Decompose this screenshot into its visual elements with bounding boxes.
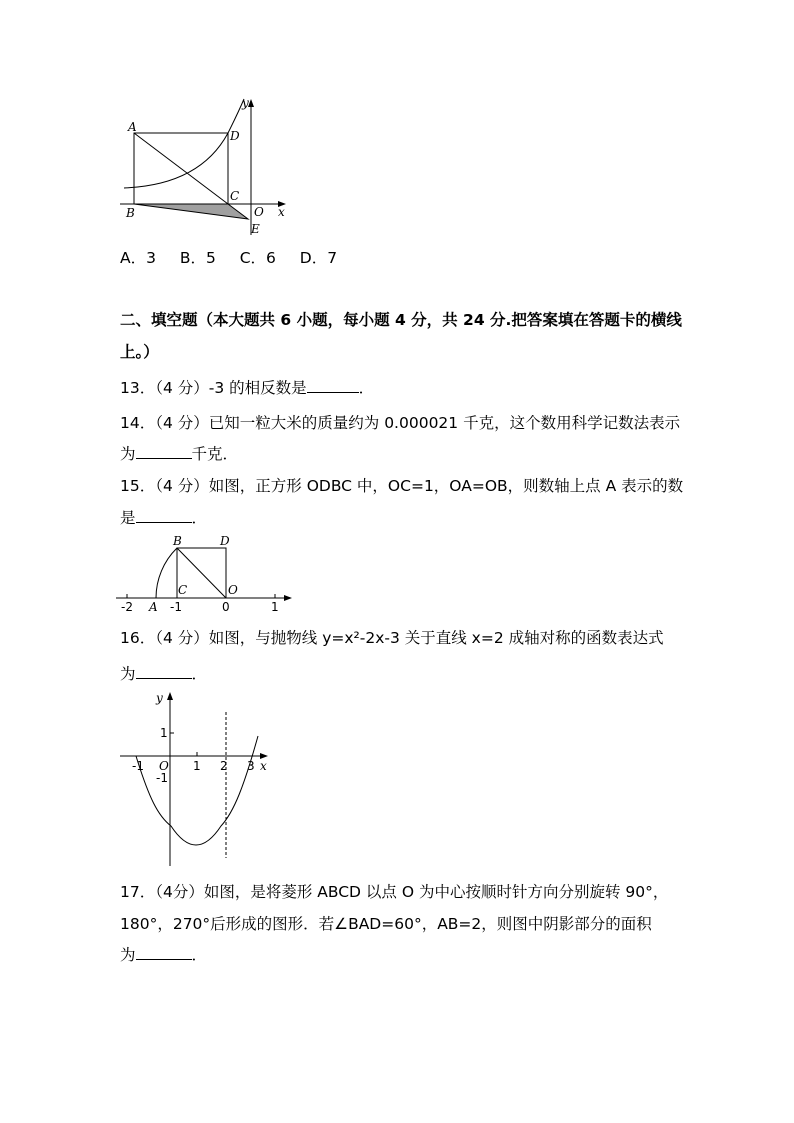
q15-prefix: 是 [120, 509, 136, 527]
y-axis-arrow [248, 99, 254, 107]
q13 [120, 377, 374, 399]
tick-label-1: 1 [271, 600, 279, 614]
tick-label-0: 0 [222, 600, 230, 614]
label-d: D [220, 534, 230, 548]
hyperbola-curve [124, 99, 244, 188]
q12-figure [110, 95, 300, 240]
q12-options [120, 247, 337, 269]
q13-text: 13．（4 分）-3 的相反数是 [120, 379, 307, 397]
label-y: y [242, 96, 249, 110]
q15-suffix: ． [191, 509, 208, 527]
q15-figure [112, 530, 298, 616]
tick-label-3: 3 [247, 759, 255, 773]
label-x: x [278, 205, 285, 219]
label-o: O [159, 759, 169, 773]
y-axis-arrow [167, 692, 173, 700]
tick-label-m1: -1 [170, 600, 182, 614]
q17-line2: 180°，270°后形成的图形．若∠BAD=60°，AB=2，则图中阴影部分的面积 [120, 915, 652, 933]
q15-line1: 15．（4 分）如图，正方形 ODBC 中，OC=1，OA=OB，则数轴上点 A 表示的数 [120, 477, 684, 495]
q16-line2 [120, 663, 207, 685]
q16-line1: 16．（4 分）如图，与抛物线 y=x²-2x-3 关于直线 x=2 成轴对称的函数表达式 [120, 629, 664, 647]
q14-answer-blank[interactable] [136, 444, 192, 459]
q14-suffix: 千克． [191, 445, 239, 463]
q16-figure [116, 686, 276, 870]
label-c: C [178, 583, 188, 597]
label-c: C [230, 189, 240, 203]
label-x: x [260, 759, 267, 773]
option-b: B．5 [179, 249, 216, 267]
option-a: A．3 [120, 249, 156, 267]
q14-prefix: 为 [120, 445, 136, 463]
tick-label-ym1: -1 [156, 771, 168, 785]
diagonal-ac [134, 133, 228, 204]
q16-suffix: ． [191, 665, 208, 683]
q17-line1: 17．（4分）如图，是将菱形 ABCD 以点 O 为中心按顺时针方向分别旋转 90°， [120, 883, 669, 901]
tick-label-2: 2 [220, 759, 228, 773]
q17-suffix: ． [191, 946, 208, 964]
q17-prefix: 为 [120, 946, 136, 964]
label-o: O [254, 205, 264, 219]
q14-line2 [120, 443, 238, 465]
label-a: A [149, 600, 158, 614]
tick-label-m1: -1 [132, 759, 144, 773]
label-y: y [156, 691, 163, 705]
label-b: B [173, 534, 182, 548]
q15-answer-blank[interactable] [136, 508, 192, 523]
q14-line1: 14．（4 分）已知一粒大米的质量约为 0.000021 千克，这个数用科学记数法表示 [120, 414, 681, 432]
label-o: O [228, 583, 238, 597]
tick-label-y1: 1 [160, 726, 168, 740]
option-c: C．6 [239, 249, 276, 267]
label-e: E [251, 222, 260, 236]
q13-period: ． [358, 379, 375, 397]
tick-label-m2: -2 [121, 600, 133, 614]
tick-label-1: 1 [193, 759, 201, 773]
section-heading-line2: 上。） [120, 343, 159, 361]
label-a: A [128, 120, 137, 134]
q15-line2 [120, 507, 207, 529]
q17-line3 [120, 944, 207, 966]
q16-prefix: 为 [120, 665, 136, 683]
label-d: D [230, 129, 240, 143]
option-d: D．7 [299, 249, 338, 267]
q17-answer-blank[interactable] [136, 945, 192, 960]
arc-ba [156, 548, 177, 598]
number-line-arrow [284, 595, 292, 601]
shaded-triangle [134, 204, 248, 219]
q16-answer-blank[interactable] [136, 664, 192, 679]
section-heading-line1: 二、填空题（本大题共 6 小题，每小题 4 分，共 24 分.把答案填在答题卡的横线 [120, 311, 682, 329]
q13-answer-blank[interactable] [307, 378, 359, 393]
label-b: B [126, 206, 135, 220]
